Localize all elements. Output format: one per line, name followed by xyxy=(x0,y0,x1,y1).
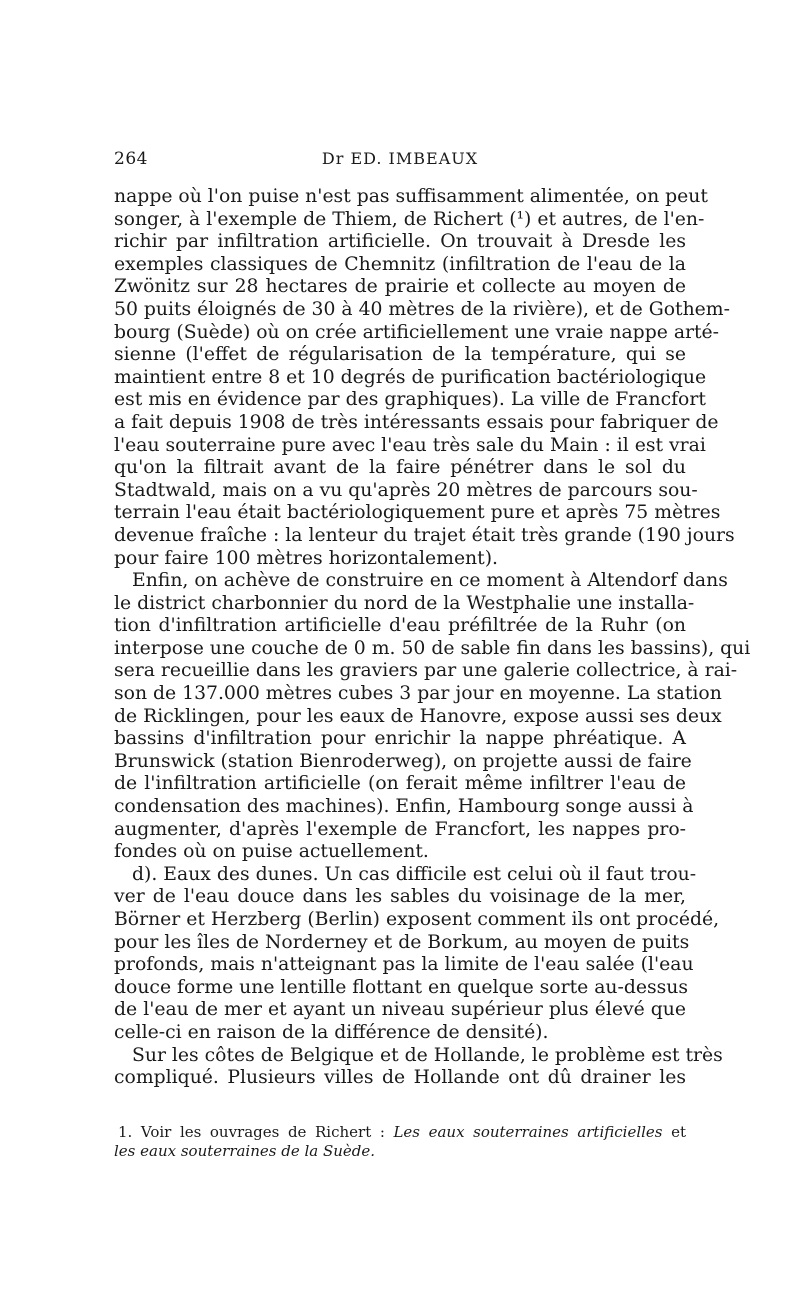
text-line: Brunswick (station Bienroderweg), on projette aussi de faire xyxy=(114,750,692,772)
text-line: de l'eau de mer et ayant un niveau supérieur plus élevé que xyxy=(114,999,686,1021)
text-line: fondes où on puise actuellement. xyxy=(114,841,429,863)
footnote-title: Les eaux souterraines artificielles xyxy=(393,1123,663,1141)
text-line: nappe où l'on puise n'est pas suffisamment alimentée, on peut xyxy=(114,186,708,207)
text-line: interpose une couche de 0 m. 50 de sable fin dans les bassins), qui xyxy=(114,637,751,659)
text-line: d). Eaux des dunes. Un cas difficile est celui où il faut trou- xyxy=(132,863,697,885)
text-line: a fait depuis 1908 de très intéressants essais pour fabriquer de xyxy=(114,411,719,433)
text-line: de Ricklingen, pour les eaux de Hanovre, expose aussi ses deux xyxy=(114,705,722,727)
text-line: profonds, mais n'atteignant pas la limite de l'eau salée (l'eau xyxy=(114,954,694,976)
text-line: Stadtwald, mais on a vu qu'après 20 mètres de parcours sou- xyxy=(114,479,698,501)
text-line: pour faire 100 mètres horizontalement). xyxy=(114,547,498,569)
text-line: bourg (Suède) où on crée artificiellement une vraie nappe arté- xyxy=(114,321,719,343)
text-line: Enfin, on achève de construire en ce moment à Altendorf dans xyxy=(132,570,728,592)
text-line: tion d'infiltration artificielle d'eau préfiltrée de la Ruhr (on xyxy=(114,615,686,637)
body-text xyxy=(114,186,751,1090)
page-number: 264 xyxy=(114,149,148,169)
text-line: maintient entre 8 et 10 degrés de purification bactériologique xyxy=(114,366,707,388)
text-line: songer, à l'exemple de Thiem, de Richert (¹) et autres, de l'en- xyxy=(114,208,705,230)
text-line: richir par infiltration artificielle. On trouvait à Dresde les xyxy=(114,231,686,253)
text-line: augmenter, d'après l'exemple de Francfort, les nappes pro- xyxy=(114,818,686,840)
text-line: exemples classiques de Chemnitz (infiltration de l'eau de la xyxy=(114,253,686,275)
running-head: Dr ED. IMBEAUX xyxy=(321,149,479,168)
footnote-title: les eaux souterraines de la Suède. xyxy=(114,1142,376,1160)
text-line: 50 puits éloignés de 30 à 40 mètres de la rivière), et de Gothem- xyxy=(114,298,730,320)
text-line: condensation des machines). Enfin, Hambourg songe aussi à xyxy=(114,796,694,818)
text-line: devenue fraîche : la lenteur du trajet était très grande (190 jours xyxy=(114,524,735,546)
page-header xyxy=(114,149,686,173)
text-line: bassins d'infiltration pour enrichir la nappe phréatique. A xyxy=(114,728,686,750)
text-line: Zwönitz sur 28 hectares de prairie et collecte au moyen de xyxy=(114,276,686,298)
text-line: Börner et Herzberg (Berlin) exposent comment ils ont procédé, xyxy=(114,909,720,930)
text-line: sienne (l'effet de régularisation de la température, qui se xyxy=(114,344,686,366)
text-line: de l'infiltration artificielle (on ferait même infiltrer l'eau de xyxy=(114,773,686,795)
text-line: celle-ci en raison de la différence de densité). xyxy=(114,1021,549,1043)
text-line: sera recueillie dans les graviers par une galerie collectrice, à rai- xyxy=(114,660,738,682)
text-line: qu'on la filtrait avant de la faire pénétrer dans le sol du xyxy=(114,457,686,479)
footnote-line xyxy=(114,1142,686,1161)
text-line: pour les îles de Norderney et de Borkum, au moyen de puits xyxy=(114,931,690,953)
text-line: le district charbonnier du nord de la Westphalie une installa- xyxy=(114,592,695,614)
text-line: son de 137.000 mètres cubes 3 par jour en moyenne. La station xyxy=(114,683,722,705)
text-line: l'eau souterraine pure avec l'eau très sale du Main : il est vrai xyxy=(114,434,706,456)
text-line: est mis en évidence par des graphiques). La ville de Francfort xyxy=(114,389,706,411)
footnote xyxy=(114,1123,686,1161)
footnote-line xyxy=(114,1123,686,1142)
footnote-text: 1. Voir les ouvrages de Richert : xyxy=(118,1123,394,1141)
footnote-text: et xyxy=(662,1123,687,1141)
text-line: compliqué. Plusieurs villes de Hollande ont dû drainer les xyxy=(114,1067,686,1089)
text-line: ver de l'eau douce dans les sables du voisinage de la mer, xyxy=(114,886,686,908)
text-line: Sur les côtes de Belgique et de Hollande, le problème est très xyxy=(132,1044,723,1066)
text-line: douce forme une lentille flottant en quelque sorte au-dessus xyxy=(114,976,689,998)
text-line: terrain l'eau était bactériologiquement pure et après 75 mètres xyxy=(114,502,721,524)
